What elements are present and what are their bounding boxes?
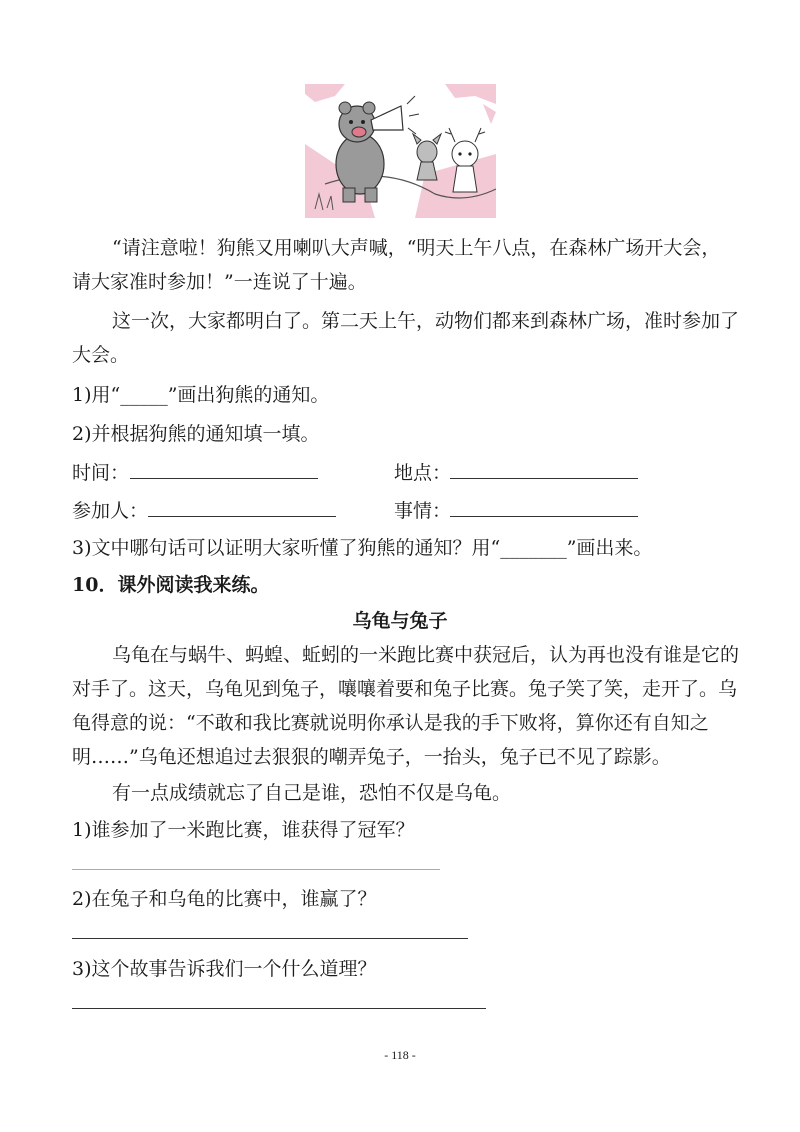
answer-line-10-3[interactable] <box>72 1008 486 1009</box>
bear-megaphone-illustration <box>305 84 496 218</box>
section-10-paragraph-1-line-4: 明……”乌龟还想追过去狠狠的嘲弄兔子，一抬头，兔子已不见了踪影。 <box>72 746 671 768</box>
question-10-1: 1)谁参加了一米跑比赛，谁获得了冠军？ <box>72 819 415 841</box>
story-paragraph-2-line-1: 这一次，大家都明白了。第二天上午，动物们都来到森林广场，准时参加了 <box>112 310 740 332</box>
field-label-place: 地点： <box>394 462 452 484</box>
section-10-paragraph-1-line-3: 龟得意的说：“不敢和我比赛就说明你承认是我的手下败将，算你还有自知之 <box>72 712 709 734</box>
section-10-paragraph-1-line-1: 乌龟在与蜗牛、蚂蝗、蚯蚓的一米跑比赛中获冠后，认为再也没有谁是它的 <box>112 644 740 666</box>
question-10-3: 3)这个故事告诉我们一个什么道理？ <box>72 958 377 980</box>
field-label-people: 参加人： <box>72 500 149 522</box>
story-paragraph-1-line-2: 请大家准时参加！”一连说了十遍。 <box>72 271 367 293</box>
answer-blank-place[interactable] <box>450 478 638 479</box>
section-10-paragraph-1-line-2: 对手了。这天，乌龟见到兔子，嚷嚷着要和兔子比赛。兔子笑了笑，走开了。乌 <box>72 678 738 700</box>
story-paragraph-1-line-1: “请注意啦！狗熊又用喇叭大声喊，“明天上午八点，在森林广场开大会， <box>112 237 721 259</box>
answer-blank-event[interactable] <box>450 516 638 517</box>
section-10-paragraph-2: 有一点成绩就忘了自己是谁，恐怕不仅是乌龟。 <box>112 782 512 804</box>
field-label-event: 事情： <box>394 500 452 522</box>
question-a1: 1)用“_____”画出狗熊的通知。 <box>72 384 330 406</box>
answer-line-10-2[interactable] <box>72 938 468 939</box>
page-number: - 118 - <box>384 1048 416 1062</box>
answer-blank-people[interactable] <box>148 516 336 517</box>
answer-line-10-1[interactable] <box>72 869 440 870</box>
fill-row-time-place <box>72 458 732 486</box>
section-10-heading: 10．课外阅读我来练。 <box>72 574 270 596</box>
field-label-time: 时间： <box>72 462 130 484</box>
fill-row-people-event <box>72 496 732 524</box>
answer-blank-time[interactable] <box>130 478 318 479</box>
story-title: 乌龟与兔子 <box>352 610 448 632</box>
question-a3: 3)文中哪句话可以证明大家听懂了狗熊的通知？用“_______”画出来。 <box>72 537 653 559</box>
question-a2: 2)并根据狗熊的通知填一填。 <box>72 423 320 445</box>
story-paragraph-2-line-2: 大会。 <box>72 344 130 366</box>
question-10-2: 2)在兔子和乌龟的比赛中，谁赢了？ <box>72 888 377 910</box>
